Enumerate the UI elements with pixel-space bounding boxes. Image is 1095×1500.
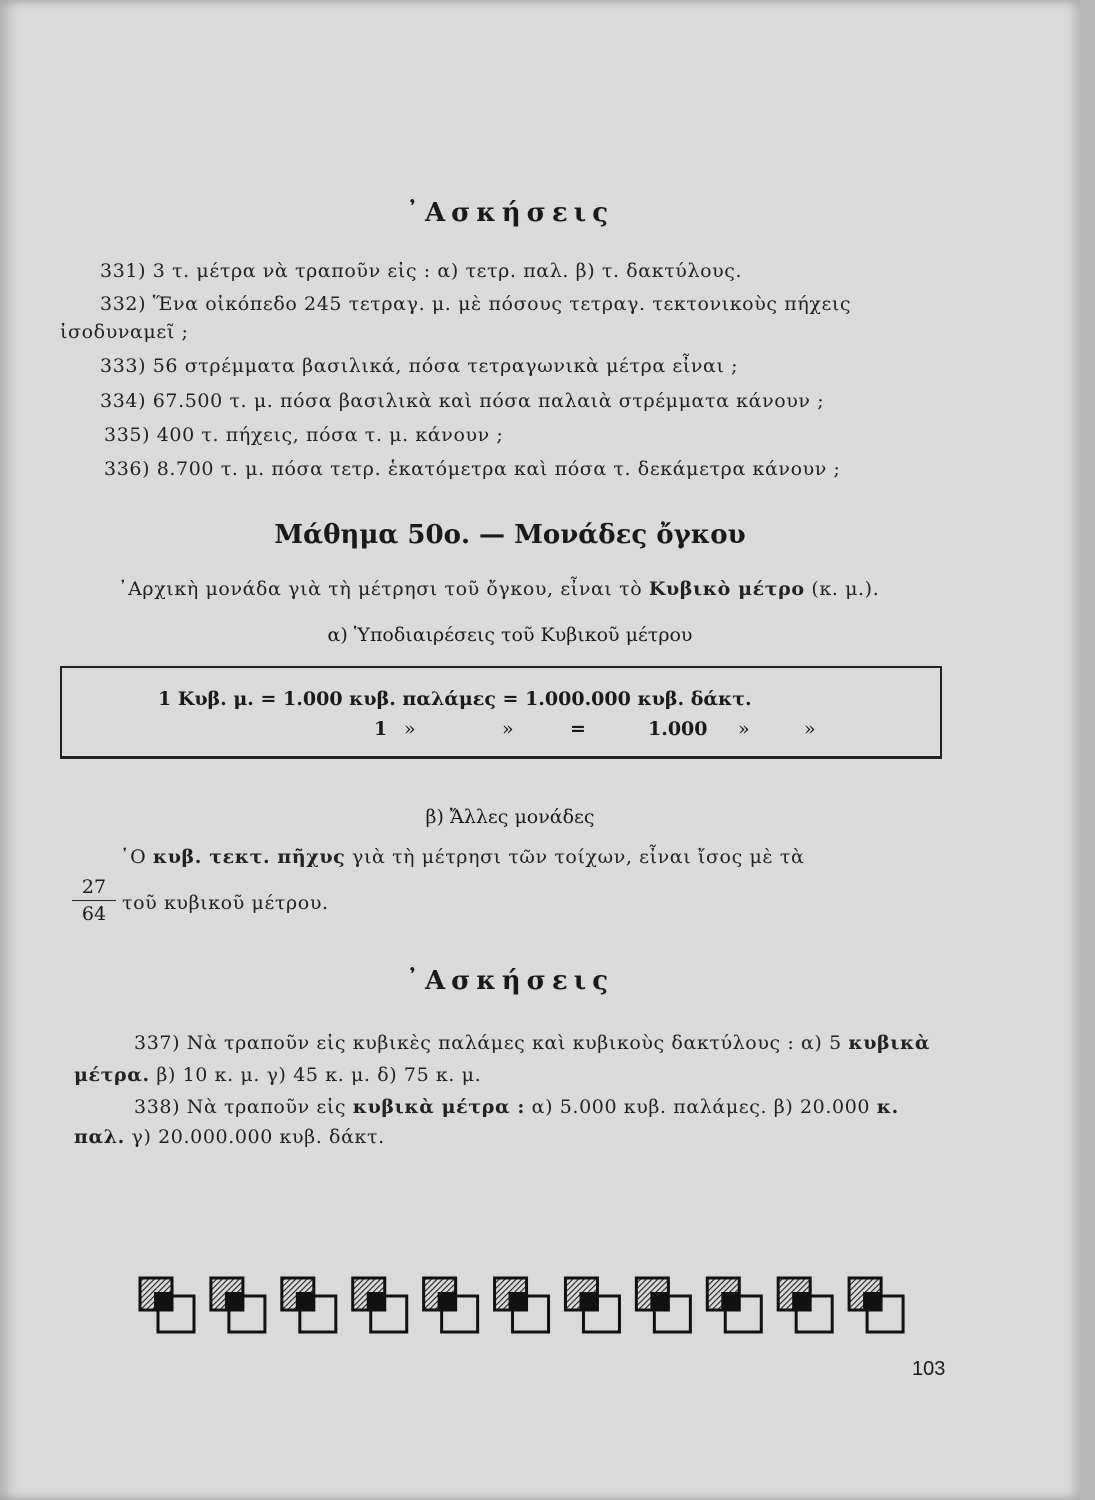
ornament-motif <box>495 1278 549 1332</box>
box-r2-c2: » <box>404 718 416 740</box>
page-edge <box>1080 0 1095 1500</box>
page-number: 103 <box>912 1358 946 1380</box>
ex337-text: 337) Νὰ τραποῦν εἰς κυβικὲς παλάμες καὶ κυβικοὺς δακτύλους : α) 5 <box>134 1032 842 1054</box>
fraction-numerator: 27 <box>81 876 107 898</box>
exercise-338-cont <box>74 1126 385 1148</box>
cubit-sentence <box>120 846 804 868</box>
lesson-title: Μάθημα 50ο. — Μονάδες ὄγκου <box>274 520 746 550</box>
box-r2-c7: » <box>804 718 816 740</box>
ornament-motif <box>707 1278 761 1332</box>
box-r2-c3: » <box>502 718 514 740</box>
intro-text: ᾿Αρχικὴ μονάδα γιὰ τὴ μέτρησι τοῦ ὄγκου, εἶναι τὸ <box>118 578 643 600</box>
box-r2-c6: » <box>738 718 750 740</box>
ex338-cont-bold: παλ. <box>74 1126 125 1148</box>
exercise-331: 331) 3 τ. μέτρα νὰ τραποῦν εἰς : α) τετρ. παλ. β) τ. δακτύλους. <box>100 260 743 282</box>
exercise-333: 333) 56 στρέμματα βασιλικά, πόσα τετραγωνικὰ μέτρα εἶναι ; <box>100 355 739 377</box>
exercise-336: 336) 8.700 τ. μ. πόσα τετρ. ἑκατόμετρα καὶ πόσα τ. δεκάμετρα κάνουν ; <box>104 458 841 480</box>
exercise-332: 332) Ἕνα οἰκόπεδο 245 τετραγ. μ. μὲ πόσους τετραγ. τεκτονικοὺς πήχεις <box>100 293 852 315</box>
box-row-2 <box>62 718 940 742</box>
intro-bold: Κυβικὸ μέτρο <box>648 578 805 600</box>
exercise-334: 334) 67.500 τ. μ. πόσα βασιλικὰ καὶ πόσα παλαιὰ στρέμματα κάνουν ; <box>100 390 825 412</box>
ornament-motif <box>565 1278 619 1332</box>
ex338-text-2: α) 5.000 κυβ. παλάμες. β) 20.000 <box>531 1096 871 1118</box>
box-r2-c5: 1.000 <box>648 718 708 740</box>
exercise-338 <box>134 1096 899 1118</box>
box-row-1: 1 Κυβ. μ. = 1.000 κυβ. παλάμες = 1.000.000 κυβ. δάκτ. <box>158 688 752 710</box>
cubit-post: γιὰ τὴ μέτρησι τῶν τοίχων, εἶναι ἴσος μὲ τὰ <box>352 846 805 868</box>
ex338-text: 338) Νὰ τραποῦν εἰς <box>134 1096 347 1118</box>
ornament-motif <box>778 1278 832 1332</box>
exercises-heading-1: ᾿Ασκήσεις <box>405 198 615 228</box>
lesson-intro <box>118 578 879 600</box>
ornament-motif <box>424 1278 478 1332</box>
ornament-motif <box>849 1278 903 1332</box>
cubit-bold: κυβ. τεκτ. πῆχυς <box>152 846 346 868</box>
ornament-motif <box>282 1278 336 1332</box>
ornament-motif <box>636 1278 690 1332</box>
fraction-denominator: 64 <box>81 903 107 925</box>
intro-abbr: (κ. μ.). <box>811 578 880 600</box>
exercise-335: 335) 400 τ. πήχεις, πόσα τ. μ. κάνουν ; <box>104 424 504 446</box>
subheading-a: α) Ὑποδιαιρέσεις τοῦ Κυβικοῦ μέτρου <box>327 624 693 646</box>
ornament-motif <box>140 1278 194 1332</box>
subheading-b: β) Ἄλλες μονάδες <box>425 806 595 828</box>
exercise-337-cont <box>74 1064 481 1086</box>
box-r2-c1: 1 <box>374 718 388 740</box>
ex337-cont-bold: μέτρα. <box>74 1064 150 1086</box>
fraction-bar <box>72 900 116 901</box>
ornament-motif <box>353 1278 407 1332</box>
exercises-heading-2: ᾿Ασκήσεις <box>405 966 615 996</box>
ornament-motif <box>211 1278 265 1332</box>
ex338-cont-text: γ) 20.000.000 κυβ. δάκτ. <box>131 1126 385 1148</box>
decorative-ornament-row <box>136 1274 916 1338</box>
cubit-line-2: τοῦ κυβικοῦ μέτρου. <box>122 892 329 914</box>
subdivisions-box <box>60 666 942 759</box>
ex337-cont-text: β) 10 κ. μ. γ) 45 κ. μ. δ) 75 κ. μ. <box>156 1064 482 1086</box>
cubit-pre: ῾Ο <box>120 846 147 868</box>
ex338-end: κ. <box>876 1096 899 1118</box>
fraction-27-64 <box>72 876 116 925</box>
box-r2-c4: = <box>570 718 586 740</box>
exercise-332-cont: ἰσοδυναμεῖ ; <box>60 321 189 343</box>
ex338-bold: κυβικὰ μέτρα : <box>352 1096 526 1118</box>
ex337-bold: κυβικὰ <box>848 1032 931 1054</box>
exercise-337 <box>134 1032 930 1054</box>
